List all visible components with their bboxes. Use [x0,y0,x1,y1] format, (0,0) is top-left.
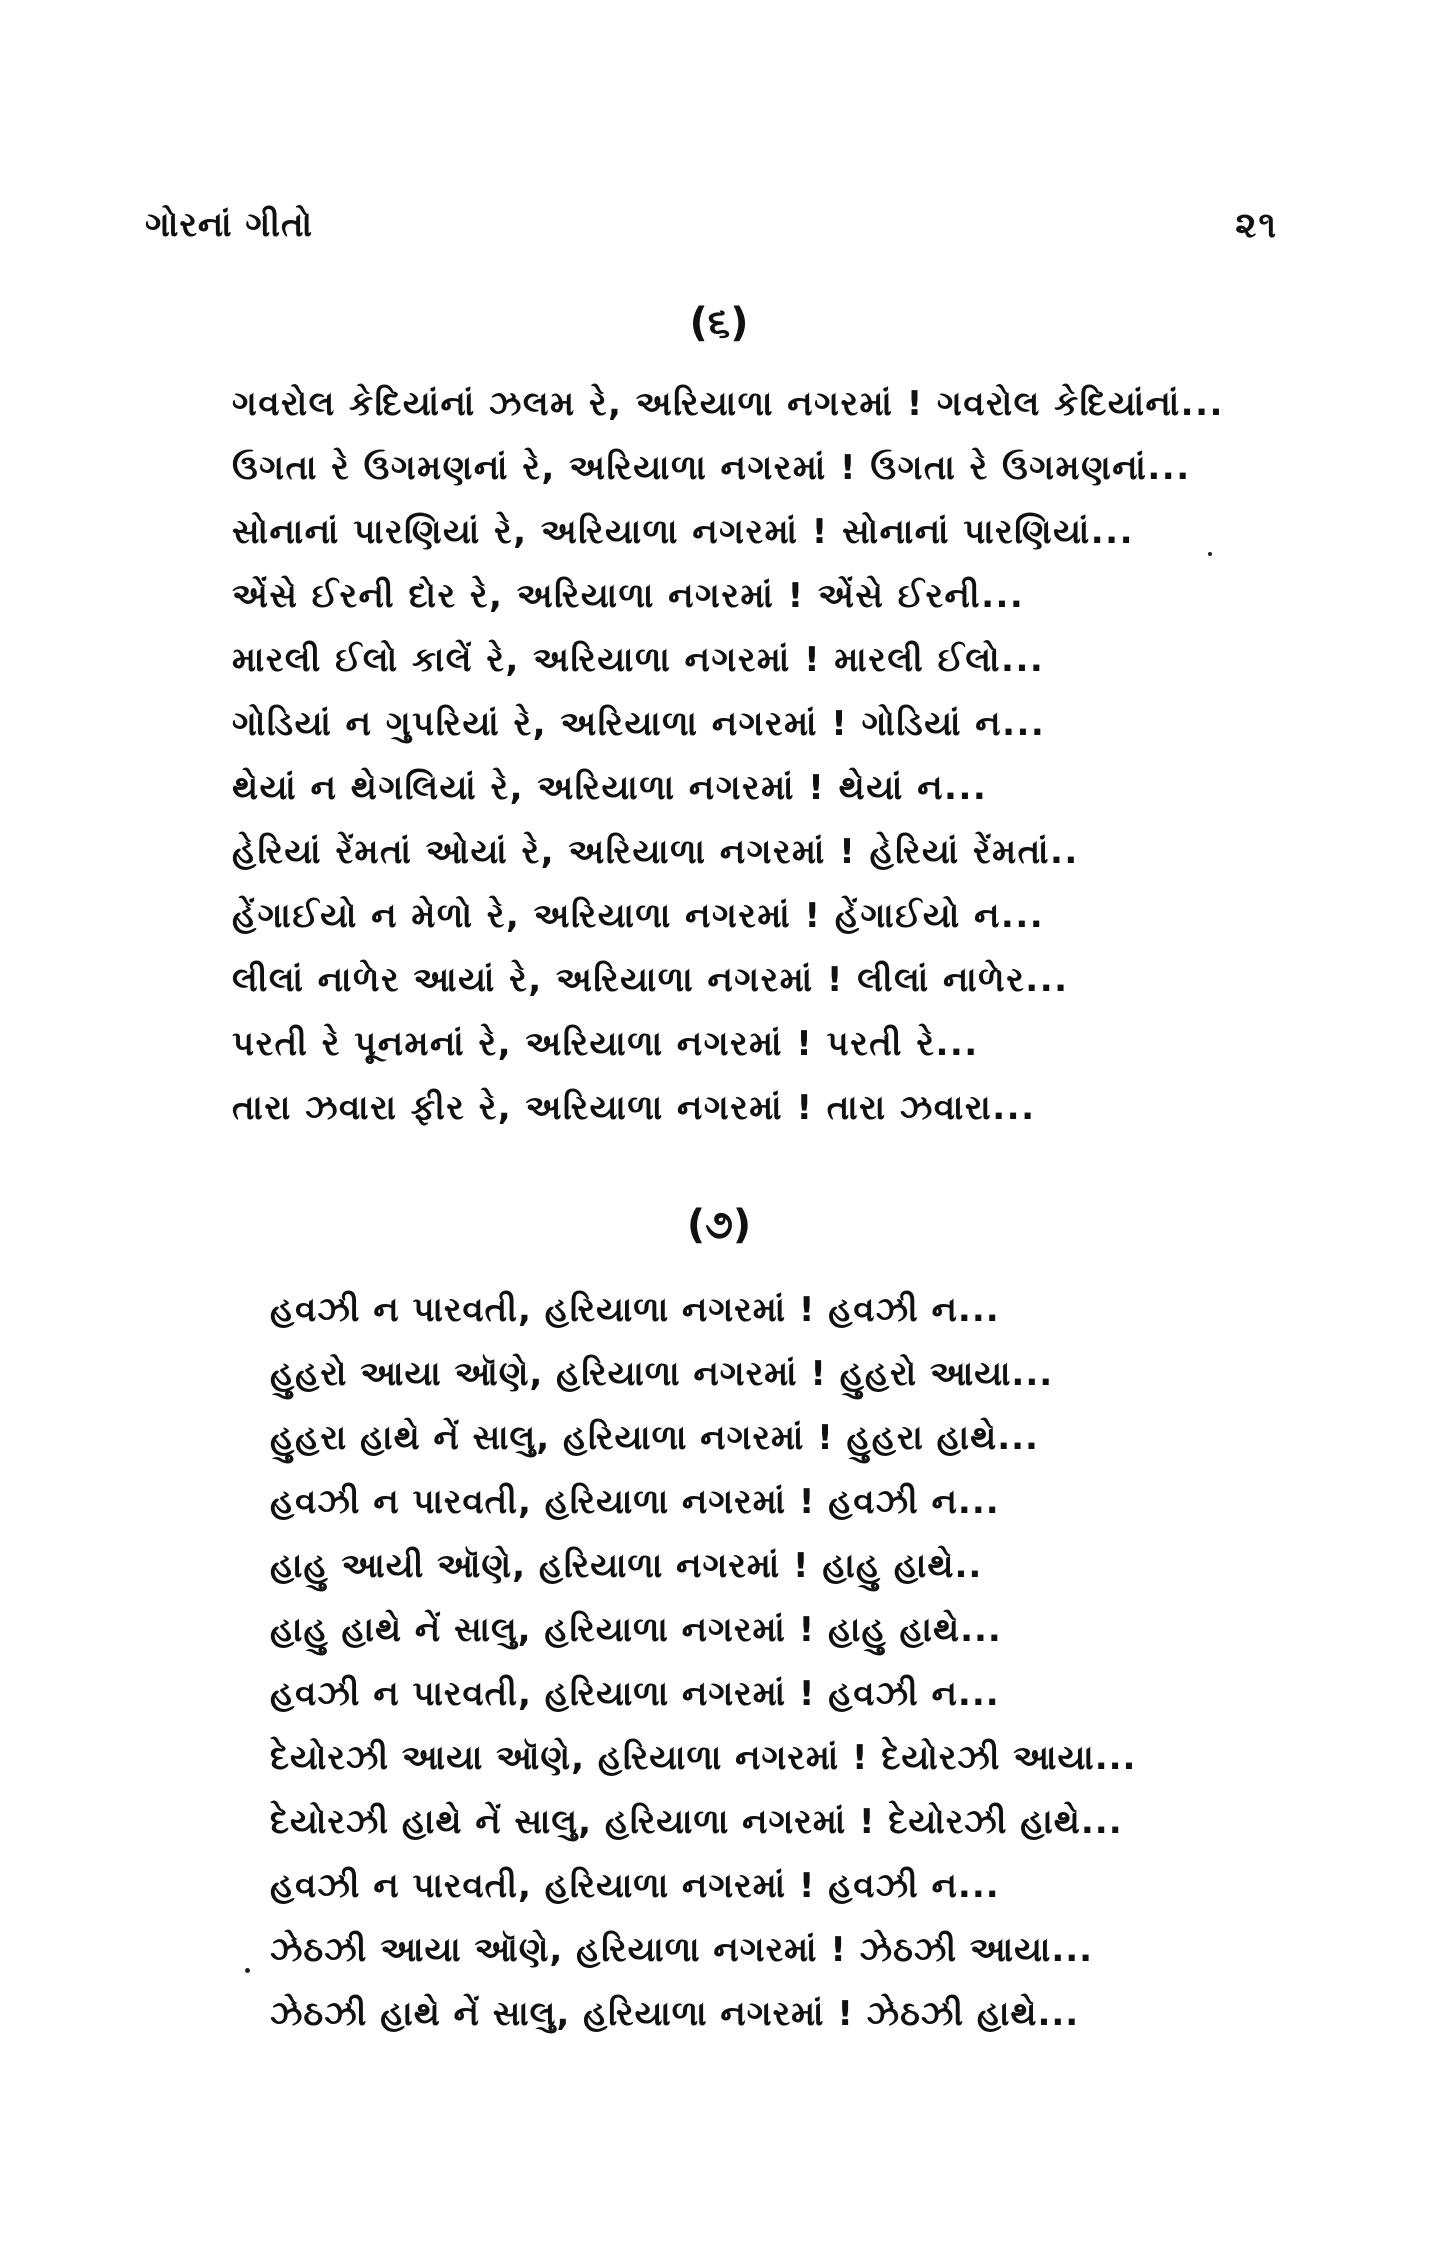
verse-line: થેયાં ન થેગલિયાં રે, અરિયાળા નગરમાં ! થેયાં ન... [232,768,988,808]
verse-line: ઝેઠઝી હાથે નેં સાલુ, હરિયાળા નગરમાં ! ઝેઠઝી હાથે... [270,1994,1080,2034]
verse-line: હુહરા હાથે નેં સાલુ, હરિયાળા નગરમાં ! હુહરા હાથે... [270,1418,1039,1458]
verse-line: હાહુ આયી ઑણે, હરિયાળા નગરમાં ! હાહુ હાથે.. [270,1546,983,1586]
verse-line: ગવરોલ કેદિયાંનાં ઝલમ રે, અરિયાળા નગરમાં ! ગવરોલ કેદિયાંનાં... [232,384,1224,424]
verse-line: ઉગતા રે ઉગમણનાં રે, અરિયાળા નગરમાં ! ઉગતા રે ઉગમણનાં... [232,448,1191,488]
print-speck [1208,552,1212,556]
poem-7-verses [270,1278,1136,2046]
verse-line: હવઝી ન પારવતી, હરિયાળા નગરમાં ! હવઝી ન... [270,1290,1000,1330]
verse-line: મારલી ઈલો કાલેં રે, અરિયાળા નગરમાં ! મારલી ઈલો... [232,640,1045,680]
verse-line: તારા ઝવારા ફીર રે, અરિયાળા નગરમાં ! તારા ઝવારા... [232,1088,1036,1128]
poem-6-verses [232,372,1224,1140]
verse-line: દેયોરઝી હાથે નેં સાલુ, હરિયાળા નગરમાં ! દેયોરઝી હાથે... [270,1802,1123,1842]
verse-line: હેંગાઈયો ન મેળો રે, અરિયાળા નગરમાં ! હેંગાઈયો ન... [232,896,1045,936]
running-title: ગોરનાં ગીતો [145,205,313,245]
section-number-6: (૬) [689,300,749,346]
running-header [0,205,1438,255]
verse-line: હવઝી ન પારવતી, હરિયાળા નગરમાં ! હવઝી ન... [270,1674,1000,1714]
page-number: ૨૧ [1235,205,1278,246]
verse-line: એંસે ઈરની દોર રે, અરિયાળા નગરમાં ! એંસે ઈરની... [232,576,1025,616]
verse-line: હુહરો આયા ઑણે, હરિયાળા નગરમાં ! હુહરો આયા... [270,1354,1054,1394]
verse-line: ઝેઠઝી આયા ઑણે, હરિયાળા નગરમાં ! ઝેઠઝી આયા... [270,1930,1094,1970]
verse-line: હવઝી ન પારવતી, હરિયાળા નગરમાં ! હવઝી ન... [270,1482,1000,1522]
print-speck [245,1968,250,1973]
verse-line: ગોડિયાં ન ગુપરિયાં રે, અરિયાળા નગરમાં ! ગોડિયાં ન... [232,704,1046,744]
verse-line: દેયોરઝી આયા ઑણે, હરિયાળા નગરમાં ! દેયોરઝી આયા... [270,1738,1137,1778]
verse-line: લીલાં નાળેર આયાં રે, અરિયાળા નગરમાં ! લીલાં નાળેર... [232,960,1069,1000]
section-number-7: (૭) [686,1202,752,1248]
verse-line: હાહુ હાથે નેં સાલુ, હરિયાળા નગરમાં ! હાહુ હાથે... [270,1610,1002,1650]
verse-line: હવઝી ન પારવતી, હરિયાળા નગરમાં ! હવઝી ન... [270,1866,1000,1906]
verse-line: સોનાનાં પારણિયાં રે, અરિયાળા નગરમાં ! સોનાનાં પારણિયાં... [232,512,1135,552]
verse-line: હેરિયાં રેંમતાં ઓયાં રે, અરિયાળા નગરમાં ! હેરિયાં રેંમતાં.. [232,832,1079,872]
verse-line: પરતી રે પૂનમનાં રે, અરિયાળા નગરમાં ! પરતી રે... [232,1024,979,1064]
